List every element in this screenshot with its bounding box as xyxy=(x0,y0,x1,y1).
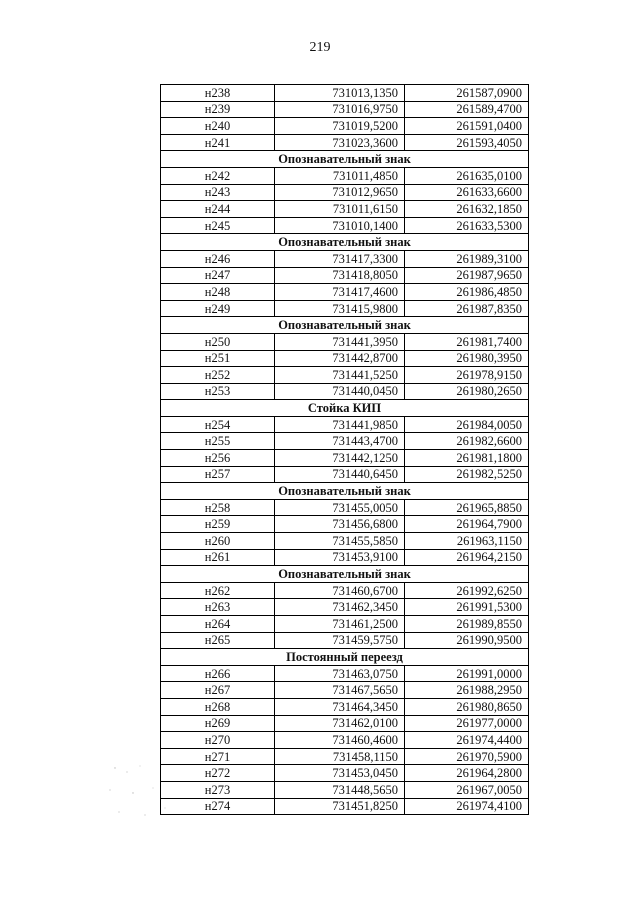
x-coordinate-cell: 731448,5650 xyxy=(275,781,405,798)
y-coordinate-cell: 261964,7900 xyxy=(405,516,529,533)
point-id-cell: н266 xyxy=(161,665,275,682)
table-row xyxy=(161,433,529,450)
point-id-cell: н269 xyxy=(161,715,275,732)
x-coordinate-cell: 731462,0100 xyxy=(275,715,405,732)
y-coordinate-cell: 261981,7400 xyxy=(405,333,529,350)
y-coordinate-cell: 261587,0900 xyxy=(405,85,529,102)
section-header-row xyxy=(161,566,529,583)
x-coordinate-cell: 731415,9800 xyxy=(275,300,405,317)
table-row xyxy=(161,416,529,433)
table-row xyxy=(161,516,529,533)
y-coordinate-cell: 261964,2800 xyxy=(405,765,529,782)
y-coordinate-cell: 261989,8550 xyxy=(405,616,529,633)
y-coordinate-cell: 261970,5900 xyxy=(405,748,529,765)
point-id-cell: н261 xyxy=(161,549,275,566)
y-coordinate-cell: 261980,3950 xyxy=(405,350,529,367)
point-id-cell: н247 xyxy=(161,267,275,284)
y-coordinate-cell: 261591,0400 xyxy=(405,118,529,135)
y-coordinate-cell: 261990,9500 xyxy=(405,632,529,649)
table-row xyxy=(161,367,529,384)
x-coordinate-cell: 731010,1400 xyxy=(275,217,405,234)
table-row xyxy=(161,118,529,135)
point-id-cell: н245 xyxy=(161,217,275,234)
x-coordinate-cell: 731418,8050 xyxy=(275,267,405,284)
table-row xyxy=(161,466,529,483)
y-coordinate-cell: 261974,4100 xyxy=(405,798,529,815)
table-row xyxy=(161,167,529,184)
point-id-cell: н260 xyxy=(161,533,275,550)
y-coordinate-cell: 261593,4050 xyxy=(405,134,529,151)
x-coordinate-cell: 731019,5200 xyxy=(275,118,405,135)
table-row xyxy=(161,300,529,317)
y-coordinate-cell: 261978,9150 xyxy=(405,367,529,384)
x-coordinate-cell: 731012,9650 xyxy=(275,184,405,201)
point-id-cell: н244 xyxy=(161,201,275,218)
section-label: Опознавательный знак xyxy=(161,234,529,251)
table-row xyxy=(161,748,529,765)
table-row xyxy=(161,616,529,633)
section-label: Постоянный переезд xyxy=(161,649,529,666)
point-id-cell: н263 xyxy=(161,599,275,616)
section-label: Опознавательный знак xyxy=(161,151,529,168)
table-row xyxy=(161,350,529,367)
point-id-cell: н241 xyxy=(161,134,275,151)
point-id-cell: н268 xyxy=(161,698,275,715)
x-coordinate-cell: 731417,3300 xyxy=(275,250,405,267)
y-coordinate-cell: 261989,3100 xyxy=(405,250,529,267)
y-coordinate-cell: 261987,8350 xyxy=(405,300,529,317)
x-coordinate-cell: 731417,4600 xyxy=(275,284,405,301)
table-row xyxy=(161,632,529,649)
table-row xyxy=(161,284,529,301)
page-number: 219 xyxy=(309,40,331,55)
table-row xyxy=(161,101,529,118)
y-coordinate-cell: 261633,6600 xyxy=(405,184,529,201)
point-id-cell: н238 xyxy=(161,85,275,102)
x-coordinate-cell: 731464,3450 xyxy=(275,698,405,715)
y-coordinate-cell: 261977,0000 xyxy=(405,715,529,732)
y-coordinate-cell: 261982,6600 xyxy=(405,433,529,450)
x-coordinate-cell: 731011,4850 xyxy=(275,167,405,184)
point-id-cell: н252 xyxy=(161,367,275,384)
table-row xyxy=(161,499,529,516)
x-coordinate-cell: 731443,4700 xyxy=(275,433,405,450)
point-id-cell: н249 xyxy=(161,300,275,317)
table-row xyxy=(161,383,529,400)
point-id-cell: н258 xyxy=(161,499,275,516)
y-coordinate-cell: 261984,0050 xyxy=(405,416,529,433)
x-coordinate-cell: 731440,0450 xyxy=(275,383,405,400)
y-coordinate-cell: 261982,5250 xyxy=(405,466,529,483)
y-coordinate-cell: 261632,1850 xyxy=(405,201,529,218)
point-id-cell: н239 xyxy=(161,101,275,118)
table-row xyxy=(161,798,529,815)
point-id-cell: н264 xyxy=(161,616,275,633)
table-row xyxy=(161,781,529,798)
y-coordinate-cell: 261635,0100 xyxy=(405,167,529,184)
y-coordinate-cell: 261589,4700 xyxy=(405,101,529,118)
coordinates-table-body xyxy=(161,85,529,815)
section-header-row xyxy=(161,649,529,666)
table-row xyxy=(161,549,529,566)
x-coordinate-cell: 731440,6450 xyxy=(275,466,405,483)
x-coordinate-cell: 731462,3450 xyxy=(275,599,405,616)
y-coordinate-cell: 261987,9650 xyxy=(405,267,529,284)
point-id-cell: н256 xyxy=(161,450,275,467)
y-coordinate-cell: 261974,4400 xyxy=(405,732,529,749)
table-row xyxy=(161,217,529,234)
section-header-row xyxy=(161,151,529,168)
y-coordinate-cell: 261967,0050 xyxy=(405,781,529,798)
y-coordinate-cell: 261992,6250 xyxy=(405,582,529,599)
x-coordinate-cell: 731442,8700 xyxy=(275,350,405,367)
table-row xyxy=(161,184,529,201)
point-id-cell: н248 xyxy=(161,284,275,301)
y-coordinate-cell: 261988,2950 xyxy=(405,682,529,699)
table-row xyxy=(161,732,529,749)
point-id-cell: н251 xyxy=(161,350,275,367)
x-coordinate-cell: 731463,0750 xyxy=(275,665,405,682)
table-row xyxy=(161,533,529,550)
section-header-row xyxy=(161,317,529,334)
point-id-cell: н243 xyxy=(161,184,275,201)
y-coordinate-cell: 261986,4850 xyxy=(405,284,529,301)
point-id-cell: н253 xyxy=(161,383,275,400)
point-id-cell: н270 xyxy=(161,732,275,749)
x-coordinate-cell: 731011,6150 xyxy=(275,201,405,218)
point-id-cell: н262 xyxy=(161,582,275,599)
x-coordinate-cell: 731016,9750 xyxy=(275,101,405,118)
table-row xyxy=(161,250,529,267)
x-coordinate-cell: 731458,1150 xyxy=(275,748,405,765)
y-coordinate-cell: 261964,2150 xyxy=(405,549,529,566)
y-coordinate-cell: 261980,8650 xyxy=(405,698,529,715)
x-coordinate-cell: 731442,1250 xyxy=(275,450,405,467)
x-coordinate-cell: 731456,6800 xyxy=(275,516,405,533)
section-label: Опознавательный знак xyxy=(161,317,529,334)
point-id-cell: н255 xyxy=(161,433,275,450)
coordinates-table xyxy=(160,84,529,815)
table-row xyxy=(161,765,529,782)
x-coordinate-cell: 731460,6700 xyxy=(275,582,405,599)
section-label: Стойка КИП xyxy=(161,400,529,417)
x-coordinate-cell: 731461,2500 xyxy=(275,616,405,633)
scan-noise xyxy=(105,760,185,830)
x-coordinate-cell: 731441,3950 xyxy=(275,333,405,350)
point-id-cell: н242 xyxy=(161,167,275,184)
table-row xyxy=(161,333,529,350)
x-coordinate-cell: 731459,5750 xyxy=(275,632,405,649)
table-row xyxy=(161,267,529,284)
y-coordinate-cell: 261963,1150 xyxy=(405,533,529,550)
x-coordinate-cell: 731441,5250 xyxy=(275,367,405,384)
x-coordinate-cell: 731455,5850 xyxy=(275,533,405,550)
point-id-cell: н246 xyxy=(161,250,275,267)
section-label: Опознавательный знак xyxy=(161,566,529,583)
point-id-cell: н240 xyxy=(161,118,275,135)
point-id-cell: н271 xyxy=(161,748,275,765)
table-row xyxy=(161,134,529,151)
y-coordinate-cell: 261981,1800 xyxy=(405,450,529,467)
x-coordinate-cell: 731451,8250 xyxy=(275,798,405,815)
table-row xyxy=(161,599,529,616)
x-coordinate-cell: 731455,0050 xyxy=(275,499,405,516)
table-row xyxy=(161,698,529,715)
point-id-cell: н267 xyxy=(161,682,275,699)
x-coordinate-cell: 731013,1350 xyxy=(275,85,405,102)
x-coordinate-cell: 731453,9100 xyxy=(275,549,405,566)
x-coordinate-cell: 731467,5650 xyxy=(275,682,405,699)
section-header-row xyxy=(161,483,529,500)
table-row xyxy=(161,582,529,599)
table-row xyxy=(161,201,529,218)
point-id-cell: н257 xyxy=(161,466,275,483)
x-coordinate-cell: 731453,0450 xyxy=(275,765,405,782)
point-id-cell: н250 xyxy=(161,333,275,350)
x-coordinate-cell: 731460,4600 xyxy=(275,732,405,749)
section-header-row xyxy=(161,400,529,417)
table-row xyxy=(161,715,529,732)
point-id-cell: н259 xyxy=(161,516,275,533)
table-row xyxy=(161,665,529,682)
point-id-cell: н265 xyxy=(161,632,275,649)
table-row xyxy=(161,85,529,102)
x-coordinate-cell: 731441,9850 xyxy=(275,416,405,433)
section-header-row xyxy=(161,234,529,251)
x-coordinate-cell: 731023,3600 xyxy=(275,134,405,151)
y-coordinate-cell: 261991,0000 xyxy=(405,665,529,682)
section-label: Опознавательный знак xyxy=(161,483,529,500)
table-row xyxy=(161,450,529,467)
point-id-cell: н272 xyxy=(161,765,275,782)
y-coordinate-cell: 261991,5300 xyxy=(405,599,529,616)
point-id-cell: н274 xyxy=(161,798,275,815)
point-id-cell: н273 xyxy=(161,781,275,798)
table-row xyxy=(161,682,529,699)
y-coordinate-cell: 261980,2650 xyxy=(405,383,529,400)
y-coordinate-cell: 261965,8850 xyxy=(405,499,529,516)
point-id-cell: н254 xyxy=(161,416,275,433)
y-coordinate-cell: 261633,5300 xyxy=(405,217,529,234)
